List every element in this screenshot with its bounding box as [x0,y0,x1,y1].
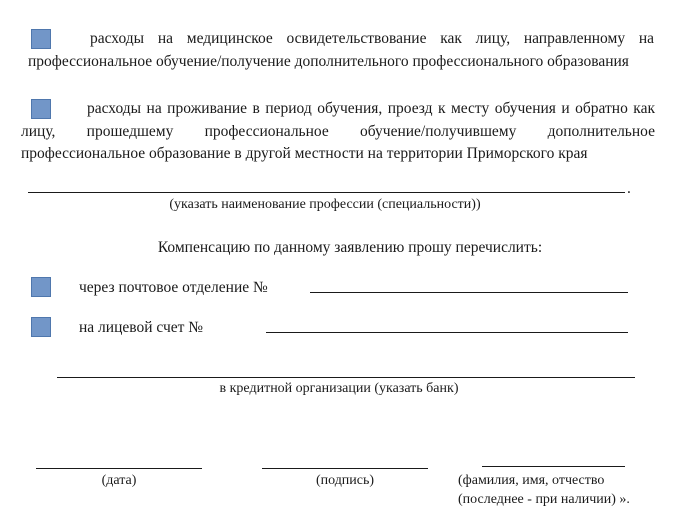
date-caption: (дата) [101,473,137,488]
checkbox-postal-office[interactable] [31,277,51,297]
date-fill-line[interactable] [36,468,202,469]
full-name-caption [458,471,678,509]
full-name-caption-line2: (последнее - при наличии) ». [458,492,630,507]
personal-account-number-field[interactable] [266,332,628,333]
checkbox-personal-account[interactable] [31,317,51,337]
profession-fill-line[interactable] [28,192,625,193]
full-name-fill-line[interactable] [482,466,625,467]
transfer-statement: Компенсацию по данному заявлению прошу перечислить: [157,239,543,256]
personal-account-label: на лицевой счет № [79,319,204,336]
bank-fill-line[interactable] [57,377,635,378]
postal-office-number-field[interactable] [310,292,628,293]
bank-field-caption: в кредитной организации (указать банк) [219,381,459,396]
option-text-accommodation-travel-expenses: расходы на проживание в период обучения, проезд к месту обучения и обратно как лицу, прошедшему профессиональное обучение/получившему дополнительное профессиональное образование в другой местности на территории Приморского края [21,100,655,162]
signature-caption: (подпись) [315,473,375,488]
signature-fill-line[interactable] [262,468,428,469]
profession-trailing-punctuation: . [627,180,631,197]
option-text-medical-exam-expenses: расходы на медицинское освидетельствование как лицу, направленному на профессиональное обучение/получение дополнительного профессионального образования [28,30,654,70]
profession-field-caption: (указать наименование профессии (специальности)) [169,197,481,212]
full-name-caption-line1: (фамилия, имя, отчество [458,473,605,488]
postal-office-label: через почтовое отделение № [79,279,268,296]
